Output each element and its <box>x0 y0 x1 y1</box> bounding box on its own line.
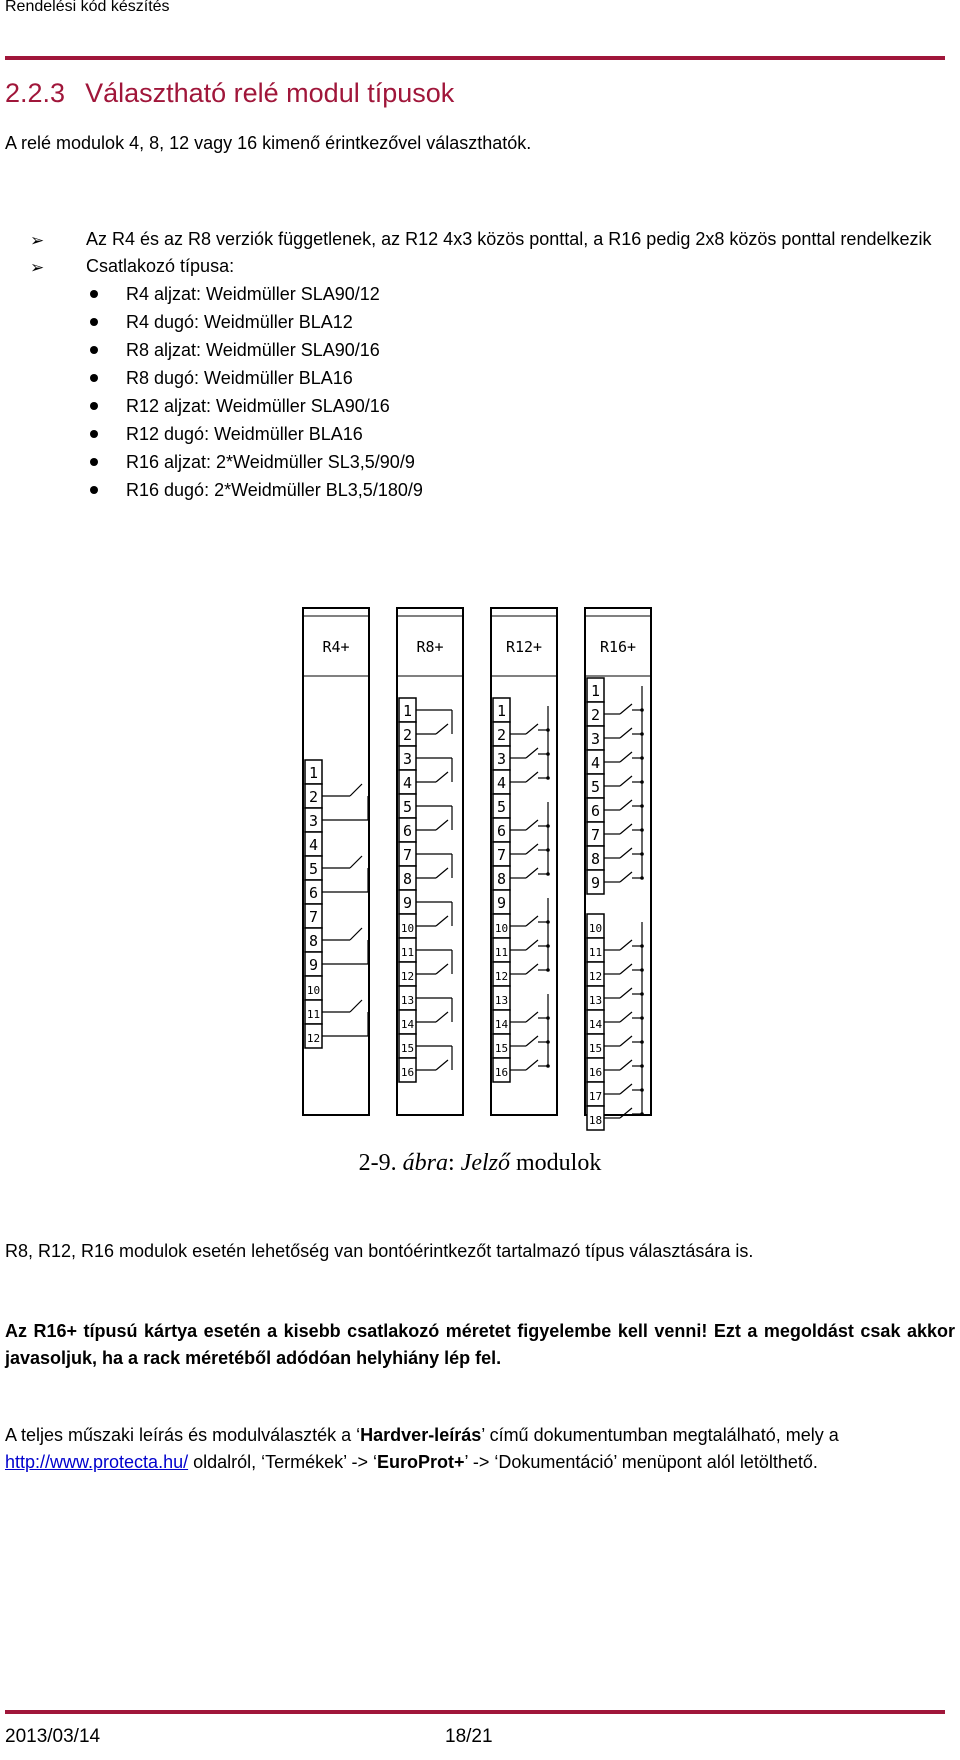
pin-number: 12 <box>400 970 415 983</box>
pin-number: 4 <box>308 836 319 854</box>
pin-number: 5 <box>308 860 319 878</box>
footer-page-number: 18/21 <box>445 1726 493 1747</box>
pin-number: 6 <box>496 822 507 840</box>
pin-number: 8 <box>590 850 601 868</box>
pin-number: 16 <box>588 1066 603 1079</box>
bullet-dot-icon <box>90 374 98 382</box>
footer-rule <box>5 1710 945 1714</box>
module-label: R8+ <box>416 638 444 656</box>
pin-number: 8 <box>402 870 413 888</box>
pin-number: 3 <box>590 730 601 748</box>
pin-number: 10 <box>494 922 509 935</box>
connector-item: R8 aljzat: Weidmüller SLA90/16 <box>86 336 950 364</box>
figure-caption: 2-9. ábra: Jelző modulok <box>358 1150 602 1176</box>
pin-number: 5 <box>496 798 507 816</box>
pin-number: 9 <box>308 956 319 974</box>
protecta-link[interactable]: http://www.protecta.hu/ <box>5 1452 189 1472</box>
pin-number: 4 <box>402 774 413 792</box>
pin-number: 11 <box>400 946 415 959</box>
connector-item: R4 dugó: Weidmüller BLA12 <box>86 308 950 336</box>
pin-number: 15 <box>400 1042 415 1055</box>
pin-number: 13 <box>400 994 415 1007</box>
connector-item: R12 dugó: Weidmüller BLA16 <box>86 420 950 448</box>
pin-number: 14 <box>494 1018 509 1031</box>
pin-number: 3 <box>308 812 319 830</box>
pin-number: 3 <box>496 750 507 768</box>
pin-number: 1 <box>496 702 507 720</box>
paragraph-options: R8, R12, R16 modulok esetén lehetőség van bontóérintkezőt tartalmazó típus választására is. <box>5 1241 754 1261</box>
module-label: R4+ <box>322 638 350 656</box>
bullet-dot-icon <box>90 486 98 494</box>
pin-number: 7 <box>496 846 507 864</box>
pin-number: 11 <box>306 1008 321 1021</box>
arrow-bullet-icon: ➢ <box>30 231 45 250</box>
pin-number: 4 <box>590 754 601 772</box>
bullet-dot-icon <box>90 430 98 438</box>
header-rule <box>5 56 945 60</box>
pin-number: 2 <box>402 726 413 744</box>
pin-number: 17 <box>588 1090 603 1103</box>
pin-number: 11 <box>494 946 509 959</box>
pin-number: 8 <box>308 932 319 950</box>
bullet-dot-icon <box>90 318 98 326</box>
pin-number: 1 <box>402 702 413 720</box>
bullet-dot-icon <box>90 458 98 466</box>
pin-number: 9 <box>590 874 601 892</box>
pin-number: 5 <box>402 798 413 816</box>
pin-number: 7 <box>590 826 601 844</box>
connector-list <box>86 280 950 504</box>
list-item <box>30 253 950 504</box>
pin-number: 13 <box>494 994 509 1007</box>
pin-number: 16 <box>400 1066 415 1079</box>
pin-number: 1 <box>308 764 319 782</box>
pin-number: 14 <box>400 1018 415 1031</box>
module-label: R12+ <box>505 638 543 656</box>
pin-number: 4 <box>496 774 507 792</box>
pin-number: 2 <box>308 788 319 806</box>
pin-number: 7 <box>308 908 319 926</box>
pin-number: 7 <box>402 846 413 864</box>
connector-item: R4 aljzat: Weidmüller SLA90/12 <box>86 280 950 308</box>
intro-text: A relé modulok 4, 8, 12 vagy 16 kimenő érintkezővel választhatók. <box>5 133 532 153</box>
connector-item: R16 dugó: 2*Weidmüller BL3,5/180/9 <box>86 476 950 504</box>
running-header: Rendelési kód készítés <box>5 0 170 15</box>
relay-module-figure <box>300 600 640 1127</box>
pin-number: 14 <box>588 1018 603 1031</box>
pin-number: 3 <box>402 750 413 768</box>
paragraph-warning: Az R16+ típusú kártya esetén a kisebb csatlakozó méretet figyelembe kell venni! Ezt a megoldást csak akkor javasoljuk, ha a rack méretéből adódóan helyhiány lép fel. <box>5 1321 955 1368</box>
pin-number: 18 <box>588 1114 603 1127</box>
pin-number: 5 <box>590 778 601 796</box>
list-item <box>30 226 950 253</box>
pin-number: 1 <box>590 682 601 700</box>
connector-item: R12 aljzat: Weidmüller SLA90/16 <box>86 392 950 420</box>
pin-number: 2 <box>590 706 601 724</box>
pin-number: 13 <box>588 994 603 1007</box>
module-label: R16+ <box>599 638 637 656</box>
pin-number: 6 <box>402 822 413 840</box>
bullet-dot-icon <box>90 290 98 298</box>
list-item-text: Csatlakozó típusa: <box>86 256 235 276</box>
connector-item: R16 aljzat: 2*Weidmüller SL3,5/90/9 <box>86 448 950 476</box>
feature-list <box>30 226 950 504</box>
pin-number: 8 <box>496 870 507 888</box>
section-number: 2.2.3 <box>5 78 66 108</box>
connector-item: R8 dugó: Weidmüller BLA16 <box>86 364 950 392</box>
pin-number: 9 <box>402 894 413 912</box>
pin-number: 10 <box>400 922 415 935</box>
pin-number: 16 <box>494 1066 509 1079</box>
bullet-dot-icon <box>90 346 98 354</box>
list-item-text: Az R4 és az R8 verziók függetlenek, az R12 4x3 közös ponttal, a R16 pedig 2x8 közös ponttal rendelkezik <box>86 229 932 249</box>
footer-date: 2013/03/14 <box>5 1726 101 1747</box>
paragraph-reference: A teljes műszaki leírás és modulválaszték a ‘Hardver-leírás’ című dokumentumban megtalálható, mely a http://www.protecta.hu/ oldalról, ‘Termékek’ -> ‘EuroProt+’ -> ‘Dokumentáció’ menüpont alól letölthető. <box>5 1425 839 1472</box>
arrow-bullet-icon: ➢ <box>30 258 45 277</box>
pin-number: 15 <box>494 1042 509 1055</box>
pin-number: 12 <box>306 1032 321 1045</box>
pin-number: 6 <box>590 802 601 820</box>
pin-number: 12 <box>588 970 603 983</box>
bullet-dot-icon <box>90 402 98 410</box>
section-title <box>5 78 454 109</box>
pin-number: 15 <box>588 1042 603 1055</box>
section-title-text: Választható relé modul típusok <box>85 78 455 108</box>
pin-number: 9 <box>496 894 507 912</box>
pin-number: 10 <box>588 922 603 935</box>
pin-number: 12 <box>494 970 509 983</box>
pin-number: 11 <box>588 946 603 959</box>
pin-number: 6 <box>308 884 319 902</box>
pin-number: 10 <box>306 984 321 997</box>
pin-number: 2 <box>496 726 507 744</box>
